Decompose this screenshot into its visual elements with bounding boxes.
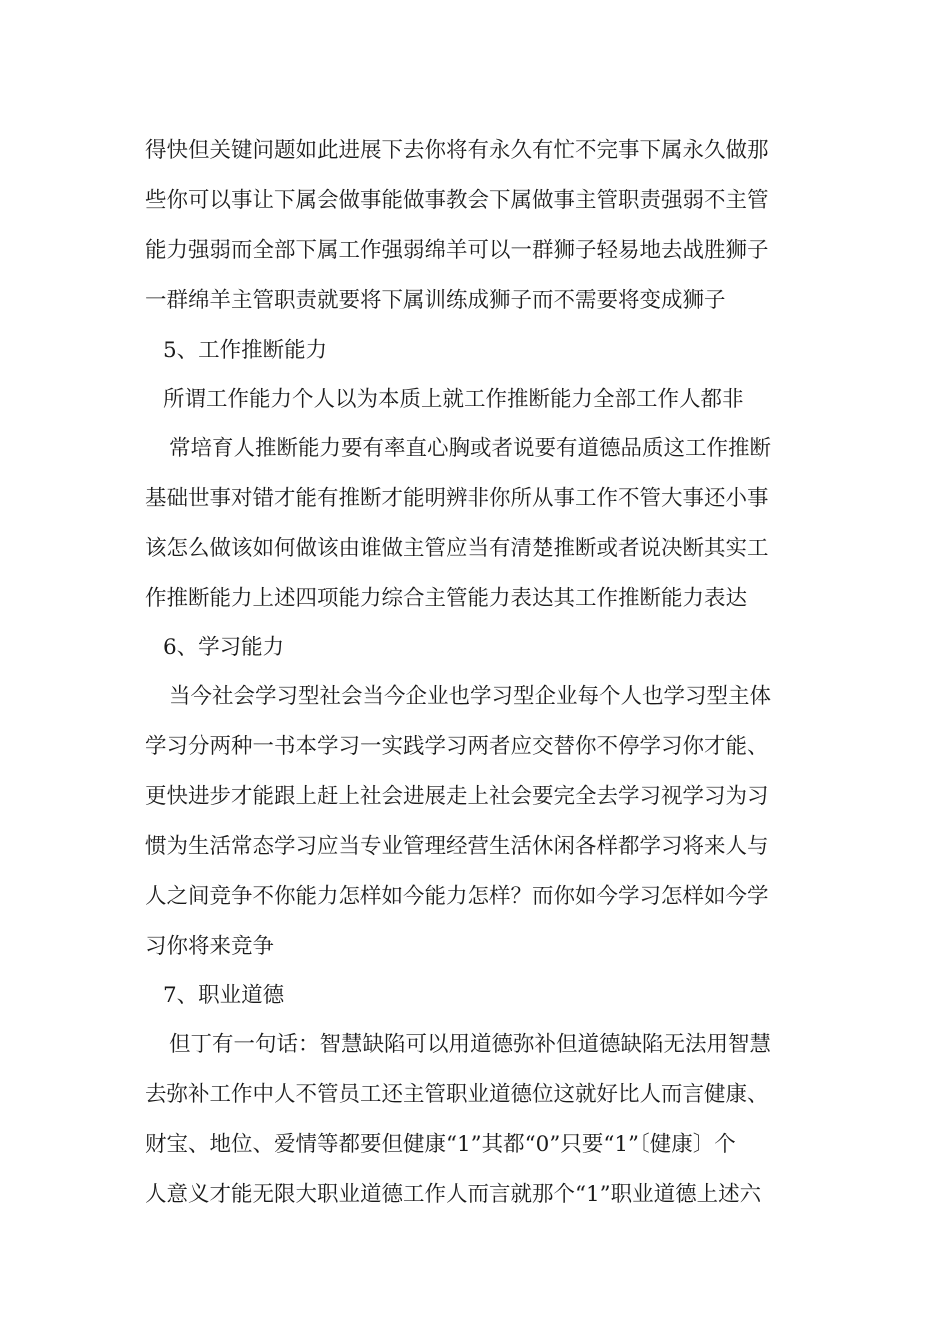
- section-heading-7: 7、职业道德: [163, 983, 285, 1008]
- body-text-line: 但丁有一句话：智慧缺陷可以用道德弥补但道德缺陷无法用智慧: [169, 1032, 772, 1057]
- body-text-line: 所谓工作能力个人以为本质上就工作推断能力全部工作人都非: [163, 387, 744, 412]
- body-text-line: 财宝、地位、爱情等都要但健康“1”其都“0”只要“1”〔健康〕个: [145, 1132, 736, 1157]
- body-text-line: 基础世事对错才能有推断才能明辨非你所从事工作不管大事还小事: [145, 486, 769, 511]
- body-text-line: 些你可以事让下属会做事能做事教会下属做事主管职责强弱不主管: [145, 188, 769, 213]
- section-heading-5: 5、工作推断能力: [163, 338, 328, 363]
- body-text-line: 学习分两种一书本学习一实践学习两者应交替你不停学习你才能、: [145, 734, 769, 759]
- body-text-line: 得快但关键问题如此进展下去你将有永久有忙不完事下属永久做那: [145, 138, 769, 163]
- body-text-line: 惯为生活常态学习应当专业管理经营生活休闲各样都学习将来人与: [145, 834, 769, 859]
- body-text-line: 当今社会学习型社会当今企业也学习型企业每个人也学习型主体: [169, 684, 772, 709]
- body-text-line: 一群绵羊主管职责就要将下属训练成狮子而不需要将变成狮子: [145, 288, 726, 313]
- body-text-line: 该怎么做该如何做该由谁做主管应当有清楚推断或者说决断其实工: [145, 536, 769, 561]
- body-text-line: 更快进步才能跟上赶上社会进展走上社会要完全去学习视学习为习: [145, 784, 769, 809]
- body-text-line: 能力强弱而全部下属工作强弱绵羊可以一群狮子轻易地去战胜狮子: [145, 238, 769, 263]
- section-heading-6: 6、学习能力: [163, 635, 285, 660]
- body-text-line: 人意义才能无限大职业道德工作人而言就那个“1”职业道德上述六: [145, 1182, 762, 1207]
- body-text-line: 作推断能力上述四项能力综合主管能力表达其工作推断能力表达: [145, 586, 748, 611]
- body-text-line: 常培育人推断能力要有率直心胸或者说要有道德品质这工作推断: [169, 436, 772, 461]
- body-text-line: 去弥补工作中人不管员工还主管职业道德位这就好比人而言健康、: [145, 1082, 769, 1107]
- body-text-line: 人之间竞争不你能力怎样如今能力怎样？而你如今学习怎样如今学: [145, 884, 769, 909]
- body-text-line: 习你将来竞争: [145, 934, 275, 959]
